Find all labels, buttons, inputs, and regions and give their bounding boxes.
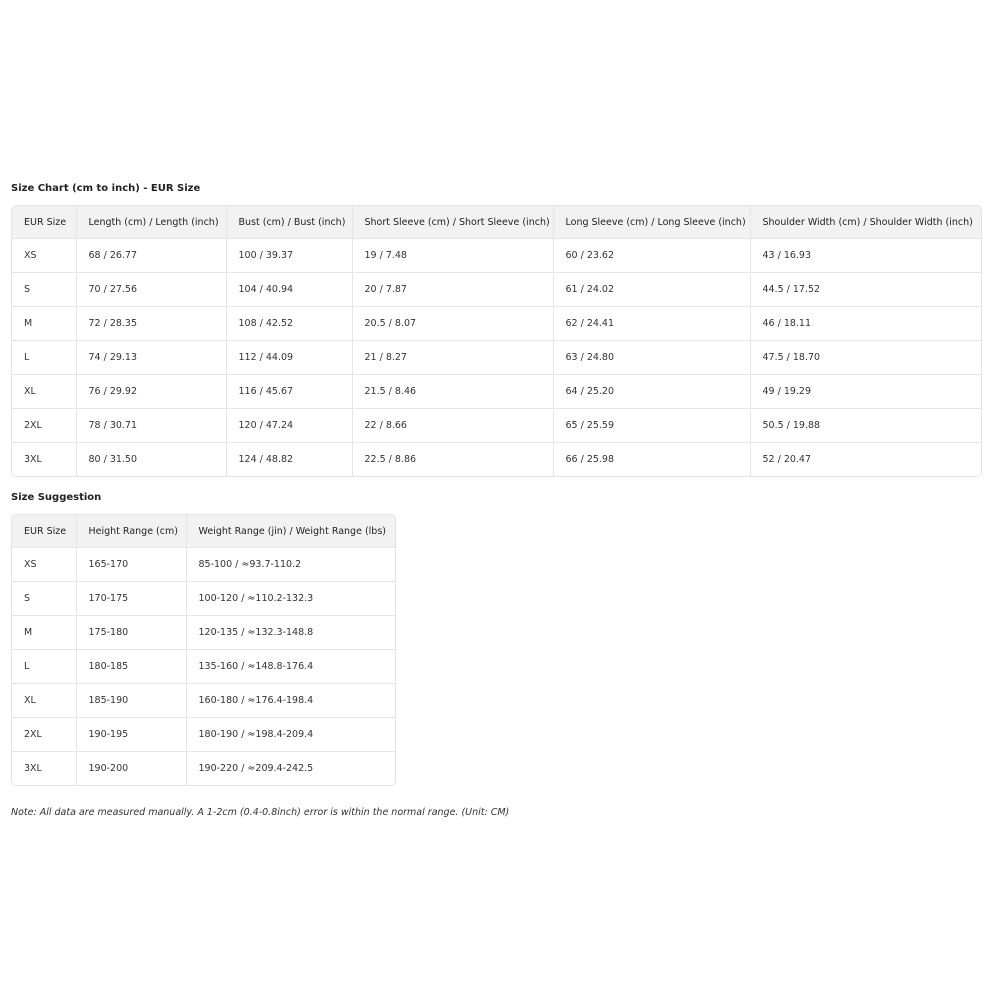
size-label-cell: XS [12,548,76,582]
table-cell: 85-100 / ≈93.7-110.2 [186,548,395,582]
size-label-cell: XL [12,684,76,718]
size-chart-table [12,206,981,476]
table-cell: 170-175 [76,582,186,616]
size-label-cell: XL [12,375,76,409]
table-cell: 63 / 24.80 [553,341,750,375]
table-cell: 104 / 40.94 [226,273,352,307]
table-row [12,718,395,752]
table-cell: 50.5 / 19.88 [750,409,981,443]
table-cell: 124 / 48.82 [226,443,352,477]
table-cell: 100-120 / ≈110.2-132.3 [186,582,395,616]
table-cell: 43 / 16.93 [750,239,981,273]
table-cell: 49 / 19.29 [750,375,981,409]
table-cell: 190-220 / ≈209.4-242.5 [186,752,395,786]
size-label-cell: L [12,341,76,375]
table-cell: 64 / 25.20 [553,375,750,409]
table-row [12,582,395,616]
table-cell: 72 / 28.35 [76,307,226,341]
size-chart-header-row [12,206,981,239]
size-suggestion-header [12,515,395,548]
size-label-cell: 3XL [12,752,76,786]
size-label-cell: 2XL [12,718,76,752]
table-cell: 68 / 26.77 [76,239,226,273]
table-row [12,239,981,273]
table-cell: 22 / 8.66 [352,409,553,443]
size-chart-column-header: Length (cm) / Length (inch) [76,206,226,239]
table-cell: 61 / 24.02 [553,273,750,307]
table-cell: 116 / 45.67 [226,375,352,409]
size-label-cell: M [12,616,76,650]
table-cell: 160-180 / ≈176.4-198.4 [186,684,395,718]
table-row [12,375,981,409]
size-label-cell: 2XL [12,409,76,443]
table-cell: 108 / 42.52 [226,307,352,341]
size-suggestion-body [12,548,395,786]
table-cell: 66 / 25.98 [553,443,750,477]
table-cell: 76 / 29.92 [76,375,226,409]
table-cell: 52 / 20.47 [750,443,981,477]
table-cell: 74 / 29.13 [76,341,226,375]
table-cell: 19 / 7.48 [352,239,553,273]
table-cell: 120 / 47.24 [226,409,352,443]
table-cell: 70 / 27.56 [76,273,226,307]
size-chart-body [12,239,981,477]
table-row [12,273,981,307]
size-chart-title: Size Chart (cm to inch) - EUR Size [11,183,201,194]
size-chart-column-header: Shoulder Width (cm) / Shoulder Width (inch) [750,206,981,239]
size-label-cell: L [12,650,76,684]
table-cell: 165-170 [76,548,186,582]
table-row [12,409,981,443]
table-cell: 135-160 / ≈148.8-176.4 [186,650,395,684]
table-cell: 190-195 [76,718,186,752]
table-row [12,650,395,684]
table-row [12,548,395,582]
table-cell: 21 / 8.27 [352,341,553,375]
table-row [12,616,395,650]
table-cell: 190-200 [76,752,186,786]
table-cell: 21.5 / 8.46 [352,375,553,409]
table-cell: 180-190 / ≈198.4-209.4 [186,718,395,752]
size-suggestion-table-container [11,514,396,786]
size-chart-table-container [11,205,982,477]
size-suggestion-column-header: Weight Range (jin) / Weight Range (lbs) [186,515,395,548]
size-suggestion-table [12,515,395,785]
table-cell: 46 / 18.11 [750,307,981,341]
table-row [12,307,981,341]
size-label-cell: XS [12,239,76,273]
table-cell: 78 / 30.71 [76,409,226,443]
table-cell: 44.5 / 17.52 [750,273,981,307]
table-row [12,752,395,786]
measurement-note: Note: All data are measured manually. A 1-2cm (0.4-0.8inch) error is within the normal range. (Unit: CM) [11,807,510,818]
table-row [12,341,981,375]
table-cell: 47.5 / 18.70 [750,341,981,375]
table-cell: 80 / 31.50 [76,443,226,477]
table-cell: 22.5 / 8.86 [352,443,553,477]
size-chart-column-header: Short Sleeve (cm) / Short Sleeve (inch) [352,206,553,239]
table-cell: 100 / 39.37 [226,239,352,273]
size-chart-column-header: Bust (cm) / Bust (inch) [226,206,352,239]
table-row [12,684,395,718]
size-label-cell: S [12,582,76,616]
table-row [12,443,981,477]
table-cell: 180-185 [76,650,186,684]
size-label-cell: 3XL [12,443,76,477]
table-cell: 65 / 25.59 [553,409,750,443]
size-suggestion-title: Size Suggestion [11,492,102,503]
size-suggestion-column-header: EUR Size [12,515,76,548]
size-chart-column-header: Long Sleeve (cm) / Long Sleeve (inch) [553,206,750,239]
size-chart-header [12,206,981,239]
table-cell: 120-135 / ≈132.3-148.8 [186,616,395,650]
size-suggestion-column-header: Height Range (cm) [76,515,186,548]
size-label-cell: M [12,307,76,341]
size-suggestion-header-row [12,515,395,548]
table-cell: 62 / 24.41 [553,307,750,341]
table-cell: 112 / 44.09 [226,341,352,375]
table-cell: 175-180 [76,616,186,650]
table-cell: 60 / 23.62 [553,239,750,273]
table-cell: 185-190 [76,684,186,718]
size-chart-column-header: EUR Size [12,206,76,239]
table-cell: 20.5 / 8.07 [352,307,553,341]
size-label-cell: S [12,273,76,307]
table-cell: 20 / 7.87 [352,273,553,307]
